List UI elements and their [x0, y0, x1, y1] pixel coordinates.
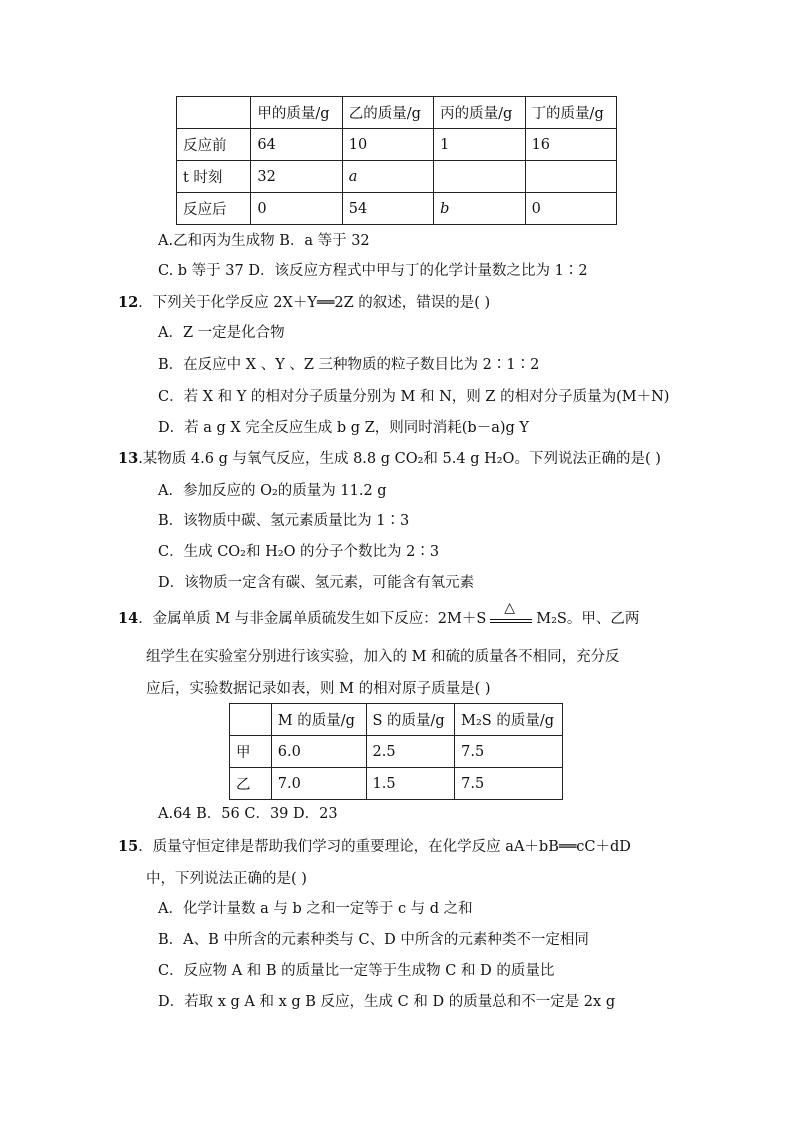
q11-options-cd: C. b 等于 37 D．该反应方程式中甲与丁的化学计量数之比为 1∶2	[158, 263, 588, 279]
q14-stem-line3: 应后，实验数据记录如表，则 M 的相对原子质量是( )	[146, 681, 491, 697]
question-text: ．质量守恒定律是帮助我们学习的重要理论，在化学反应 aA＋bB══cC＋dD	[138, 839, 631, 855]
table-cell: t 时刻	[177, 161, 251, 193]
table-cell: 6.0	[271, 736, 366, 768]
table-header-row	[177, 97, 617, 129]
table-header-row	[230, 704, 563, 736]
q11-options-ab: A.乙和丙为生成物 B．a 等于 32	[158, 233, 370, 249]
q15-option-d: D．若取 x g A 和 x g B 反应，生成 C 和 D 的质量总和不一定是 2x g	[158, 994, 616, 1010]
q15-stem-line1	[118, 836, 631, 858]
table-cell: 乙	[230, 768, 272, 800]
table-cell	[177, 97, 251, 129]
table-cell: 10	[342, 129, 433, 161]
table-cell: S 的质量/g	[366, 704, 455, 736]
table-cell: 甲	[230, 736, 272, 768]
table-cell: 64	[251, 129, 342, 161]
table-row	[177, 129, 617, 161]
q12-stem	[118, 292, 490, 314]
table-row	[177, 161, 617, 193]
mass-table-1	[176, 96, 617, 225]
q14-options: A.64 B．56 C．39 D．23	[158, 806, 338, 822]
table-row	[177, 193, 617, 225]
table-cell: 2.5	[366, 736, 455, 768]
table-cell: 乙的质量/g	[342, 97, 433, 129]
q13-option-b: B．该物质中碳、氢元素质量比为 1∶3	[158, 513, 410, 529]
table-cell: 反应后	[177, 193, 251, 225]
table-cell: 7.0	[271, 768, 366, 800]
question-number: 12	[118, 294, 139, 311]
table-cell: 反应前	[177, 129, 251, 161]
q12-option-b: B．在反应中 X 、Y 、Z 三种物质的粒子数目比为 2∶1∶2	[158, 357, 540, 373]
question-text: ．金属单质 M 与非金属单质硫发生如下反应：2M＋S	[138, 611, 487, 627]
q15-option-b: B．A、B 中所含的元素种类与 C、D 中所含的元素种类不一定相同	[158, 932, 589, 948]
table-cell: 1	[434, 129, 525, 161]
table-cell: b	[434, 193, 525, 225]
mass-table-2	[229, 703, 563, 800]
table-cell: 丁的质量/g	[525, 97, 616, 129]
q12-option-d: D．若 a g X 完全反应生成 b g Z，则同时消耗(b－a)g Y	[158, 420, 529, 436]
q12-option-a: A．Z 一定是化合物	[158, 325, 285, 341]
table-cell: M₂S 的质量/g	[455, 704, 563, 736]
q15-option-c: C．反应物 A 和 B 的质量比一定等于生成物 C 和 D 的质量比	[158, 963, 555, 979]
q15-stem-line2: 中，下列说法正确的是( )	[146, 871, 307, 887]
table-cell: 16	[525, 129, 616, 161]
question-number: 13	[118, 450, 139, 467]
q13-option-c: C．生成 CO₂和 H₂O 的分子个数比为 2∶3	[158, 544, 440, 560]
q14-stem-line2: 组学生在实验室分别进行该实验，加入的 M 和硫的质量各不相同，充分反	[146, 649, 620, 665]
table-cell: 1.5	[366, 768, 455, 800]
table-cell: 甲的质量/g	[251, 97, 342, 129]
table-cell	[434, 161, 525, 193]
table-cell: 7.5	[455, 736, 563, 768]
table-cell: 0	[525, 193, 616, 225]
table-cell: 丙的质量/g	[434, 97, 525, 129]
heat-condition-arrow	[486, 600, 536, 630]
question-text: .某物质 4.6 g 与氧气反应，生成 8.8 g CO₂和 5.4 g H₂O。下列说法正确的是( )	[138, 451, 661, 467]
question-number: 14	[118, 610, 139, 627]
table-cell	[525, 161, 616, 193]
table-cell: a	[342, 161, 433, 193]
triangle-heat-icon: △	[504, 600, 516, 616]
q15-option-a: A．化学计量数 a 与 b 之和一定等于 c 与 d 之和	[158, 901, 473, 917]
table-cell: 32	[251, 161, 342, 193]
table-cell: M 的质量/g	[271, 704, 366, 736]
table-cell: 7.5	[455, 768, 563, 800]
question-text: ．下列关于化学反应 2X＋Y══2Z 的叙述，错误的是( )	[138, 295, 491, 311]
table-cell: 54	[342, 193, 433, 225]
table-cell: 0	[251, 193, 342, 225]
q12-option-c: C．若 X 和 Y 的相对分子质量分别为 M 和 N，则 Z 的相对分子质量为(M＋N)	[158, 389, 670, 405]
q14-stem-line1	[118, 600, 640, 630]
question-text: M₂S。甲、乙两	[536, 611, 640, 627]
table-row	[230, 768, 563, 800]
table-row	[230, 736, 563, 768]
question-number: 15	[118, 838, 139, 855]
table-cell	[230, 704, 272, 736]
q13-option-a: A．参加反应的 O₂的质量为 11.2 g	[158, 483, 387, 499]
q13-option-d: D．该物质一定含有碳、氢元素，可能含有氧元素	[158, 575, 475, 591]
q13-stem	[118, 448, 661, 470]
